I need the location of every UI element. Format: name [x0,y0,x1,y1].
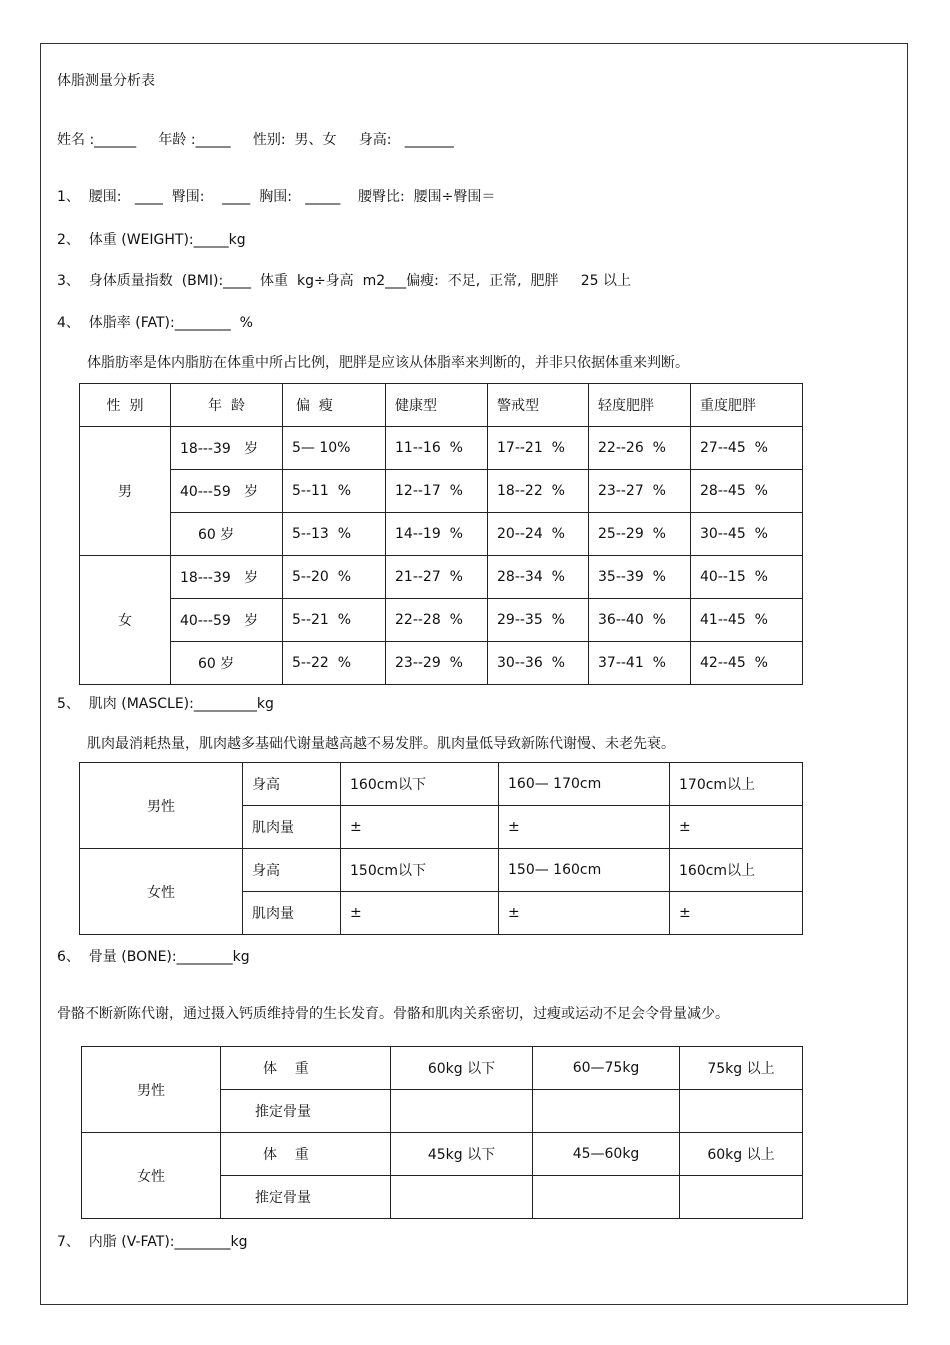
header-cell: 轻度肥胖 [589,384,691,427]
table-row [80,849,803,892]
table-cell: 40---59 岁 [171,470,283,513]
body-fat-line: 4、 体脂率 (FAT):________ % [57,315,253,331]
table-cell: ± [499,806,670,849]
table-cell: 11--16 % [386,427,488,470]
table-cell: 17--21 % [488,427,589,470]
personal-info-line: 姓名 :______ 年龄 :_____ 性别: 男、女 身高: _______ [57,132,454,148]
table-cell: 5--11 % [283,470,386,513]
table-cell: 12--17 % [386,470,488,513]
table-cell [680,1176,803,1219]
header-cell: 警戒型 [488,384,589,427]
table-cell: 肌肉量 [243,892,341,935]
table-cell: 160cm以下 [341,763,499,806]
table-cell: 身高 [243,849,341,892]
bone-note: 骨骼不断新陈代谢，通过摄入钙质维持骨的生长发育。骨骼和肌肉关系密切，过瘦或运动不足会令骨量减少。 [57,1006,729,1022]
table-cell: 18--22 % [488,470,589,513]
table-cell: 身高 [243,763,341,806]
table-row [80,642,803,685]
table-cell [391,1090,533,1133]
table-cell: 28--34 % [488,556,589,599]
table-cell: 5--20 % [283,556,386,599]
table-cell: 推定骨量 [221,1176,391,1219]
table-cell: 5--22 % [283,642,386,685]
table-cell: 5--13 % [283,513,386,556]
gender-cell-male: 男性 [82,1047,221,1133]
table-cell: 5--21 % [283,599,386,642]
table-row [80,513,803,556]
table-cell: 42--45 % [691,642,803,685]
header-cell: 年 龄 [171,384,283,427]
waist-hip-line: 1、 腰围: ____ 臀围: ____ 胸围: _____ 腰臀比: 腰围÷臀围＝ [57,189,496,205]
table-cell: 75kg 以上 [680,1047,803,1090]
table-cell: 30--45 % [691,513,803,556]
table-cell: 150cm以下 [341,849,499,892]
table-cell: 22--26 % [589,427,691,470]
table-cell: 推定骨量 [221,1090,391,1133]
body-fat-table [79,383,803,685]
table-cell: 150— 160cm [499,849,670,892]
bone-table [81,1046,803,1219]
table-cell: 30--36 % [488,642,589,685]
header-cell: 重度肥胖 [691,384,803,427]
table-cell: 20--24 % [488,513,589,556]
table-cell: 60 岁 [171,513,283,556]
table-row [80,763,803,806]
table-cell: 60 岁 [171,642,283,685]
table-cell: 160— 170cm [499,763,670,806]
table-cell [680,1090,803,1133]
table-cell: ± [341,806,499,849]
table-cell: 160cm以上 [670,849,803,892]
table-cell: 29--35 % [488,599,589,642]
table-cell: ± [670,806,803,849]
table-header-row [80,384,803,427]
table-cell: 45—60kg [533,1133,680,1176]
table-cell: 36--40 % [589,599,691,642]
table-cell: ± [670,892,803,935]
gender-cell-male: 男 [80,427,171,556]
bone-line: 6、 骨量 (BONE):________kg [57,949,250,965]
table-row [80,556,803,599]
table-cell: 23--29 % [386,642,488,685]
table-cell: 23--27 % [589,470,691,513]
table-cell: 60kg 以上 [680,1133,803,1176]
table-row [82,1047,803,1090]
body-fat-note: 体脂肪率是体内脂肪在体重中所占比例，肥胖是应该从体脂率来判断的，并非只依据体重来判断。 [87,355,689,371]
table-cell: 45kg 以下 [391,1133,533,1176]
table-cell: 22--28 % [386,599,488,642]
table-cell: 60—75kg [533,1047,680,1090]
table-cell: 40--15 % [691,556,803,599]
muscle-line: 5、 肌肉 (MASCLE):_________kg [57,696,274,712]
gender-cell-female: 女 [80,556,171,685]
table-cell: 体 重 [221,1133,391,1176]
header-cell: 性 别 [80,384,171,427]
page-title: 体脂测量分析表 [57,73,155,89]
muscle-note: 肌肉最消耗热量，肌肉越多基础代谢量越高越不易发胖。肌肉量低导致新陈代谢慢、未老先衰。 [87,736,675,752]
table-cell: ± [341,892,499,935]
table-cell [533,1176,680,1219]
visceral-fat-line: 7、 内脂 (V-FAT):________kg [57,1234,248,1250]
table-cell: 体 重 [221,1047,391,1090]
table-cell: 41--45 % [691,599,803,642]
gender-cell-male: 男性 [80,763,243,849]
table-row [82,1133,803,1176]
table-cell: 40---59 岁 [171,599,283,642]
table-cell: 18---39 岁 [171,556,283,599]
table-cell: 肌肉量 [243,806,341,849]
header-cell: 偏 瘦 [283,384,386,427]
table-cell: 37--41 % [589,642,691,685]
table-cell: ± [499,892,670,935]
table-row [80,470,803,513]
table-cell: 35--39 % [589,556,691,599]
table-cell: 27--45 % [691,427,803,470]
gender-cell-female: 女性 [80,849,243,935]
table-cell: 14--19 % [386,513,488,556]
muscle-table [79,762,803,935]
table-row [80,427,803,470]
weight-line: 2、 体重 (WEIGHT):_____kg [57,232,246,248]
table-row [80,599,803,642]
table-cell: 5— 10% [283,427,386,470]
table-cell: 170cm以上 [670,763,803,806]
table-cell: 25--29 % [589,513,691,556]
table-cell: 60kg 以下 [391,1047,533,1090]
gender-cell-female: 女性 [82,1133,221,1219]
table-cell: 21--27 % [386,556,488,599]
header-cell: 健康型 [386,384,488,427]
bmi-line: 3、 身体质量指数 (BMI):____ 体重 kg÷身高 m2___偏瘦: 不足, 正常, 肥胖 25 以上 [57,273,631,289]
table-cell: 18---39 岁 [171,427,283,470]
table-cell [533,1090,680,1133]
table-cell [391,1176,533,1219]
table-cell: 28--45 % [691,470,803,513]
